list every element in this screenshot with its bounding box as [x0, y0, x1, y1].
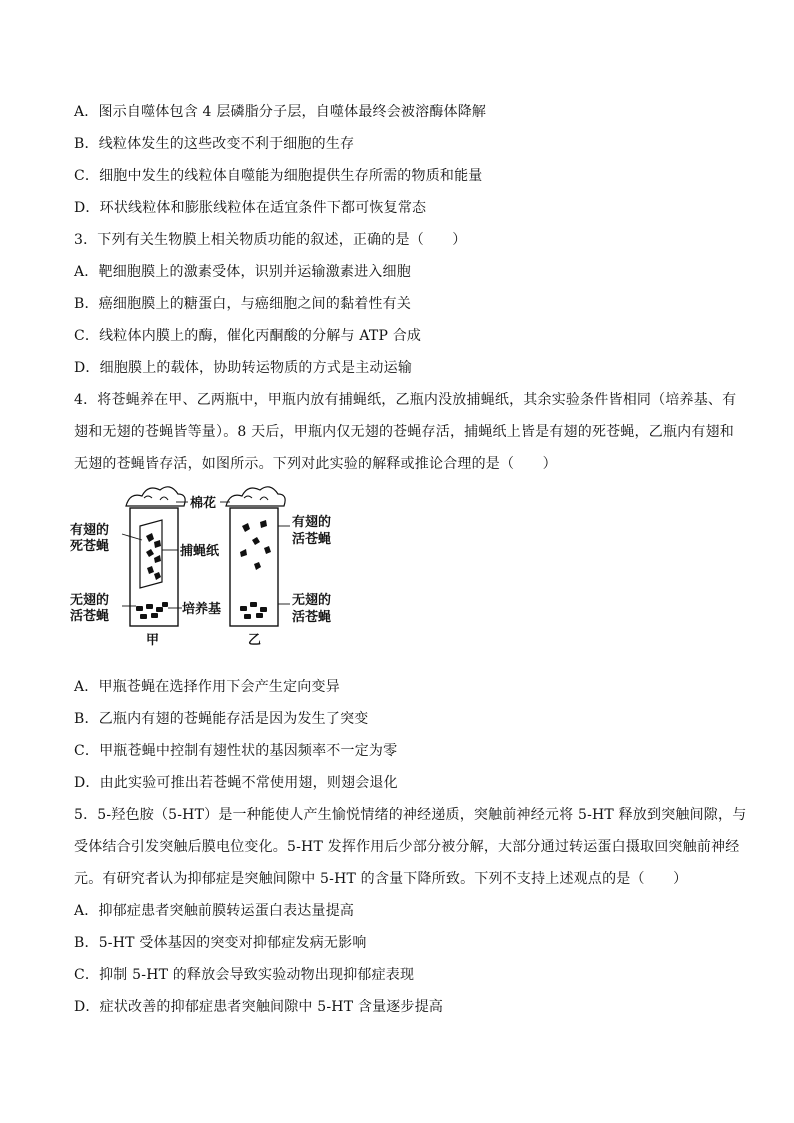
option-4b: B．乙瓶内有翅的苍蝇能存活是因为发生了突变	[74, 711, 369, 727]
option-5a: A．抑郁症患者突触前膜转运蛋白表达量提高	[74, 903, 355, 919]
label-alive-winged-2: 活苍蝇	[292, 532, 332, 547]
question-5-stem-line3: 元。有研究者认为抑郁症是突触间隙中 5-HT 的含量下降所致。下列不支持上述观点的是（ ）	[74, 871, 688, 887]
option-2d: D．环状线粒体和膨胀线粒体在适宜条件下都可恢复常态	[74, 200, 427, 216]
option-3b: B．癌细胞膜上的糖蛋白，与癌细胞之间的黏着性有关	[74, 296, 412, 312]
wingless-fly-icons-a	[136, 602, 168, 619]
label-wingless-right-1: 无翅的	[292, 593, 332, 608]
label-alive-winged-1: 有翅的	[292, 515, 332, 530]
option-3a: A．靶细胞膜上的激素受体，识别并运输激素进入细胞	[74, 264, 411, 280]
question-4-stem-line2: 翅和无翅的苍蝇皆等量）。8 天后，甲瓶内仅无翅的苍蝇存活，捕蝇纸上皆是有翅的死苍蝇，乙瓶内有翅和	[74, 424, 734, 440]
option-5d: D．症状改善的抑郁症患者突触间隙中 5-HT 含量逐步提高	[74, 999, 444, 1015]
label-dead-winged-1: 有翅的	[70, 523, 110, 538]
option-5c: C．抑制 5-HT 的释放会导致实验动物出现抑郁症表现	[74, 967, 415, 983]
question-5-stem-line2: 受体结合引发突触后膜电位变化。5-HT 发挥作用后少部分被分解，大部分通过转运蛋白摄取回突触前神经	[74, 839, 740, 855]
option-2a: A．图示自噬体包含 4 层磷脂分子层，自噬体最终会被溶酶体降解	[74, 104, 487, 120]
question-5-stem-line1: 5．5-羟色胺（5-HT）是一种能使人产生愉悦情绪的神经递质，突触前神经元将 5-HT 释放到突触间隙，与	[74, 807, 747, 823]
question-4-stem-line1: 4．将苍蝇养在甲、乙两瓶中，甲瓶内放有捕蝇纸，乙瓶内没放捕蝇纸，其余实验条件皆相同（培养基、有	[74, 392, 737, 408]
question-3-stem: 3．下列有关生物膜上相关物质功能的叙述，正确的是（ ）	[74, 232, 467, 248]
wingless-fly-icons-b	[240, 602, 267, 619]
label-jar-a: 甲	[146, 633, 160, 648]
label-dead-winged-2: 死苍蝇	[70, 539, 110, 554]
jar-a	[126, 487, 185, 626]
option-2b: B．线粒体发生的这些改变不利于细胞的生存	[74, 136, 355, 152]
label-medium: 培养基	[182, 602, 222, 617]
option-4d: D．由此实验可推出若苍蝇不常使用翅，则翅会退化	[74, 775, 398, 791]
label-wingless-left-1: 无翅的	[70, 593, 110, 608]
label-wingless-left-2: 活苍蝇	[70, 609, 110, 624]
option-4a: A．甲瓶苍蝇在选择作用下会产生定向变异	[74, 679, 340, 695]
cotton-plug-b-icon	[226, 487, 285, 506]
label-wingless-right-2: 活苍蝇	[292, 610, 332, 625]
option-3d: D．细胞膜上的载体，协助转运物质的方式是主动运输	[74, 360, 413, 376]
question-4-stem-line3: 无翅的苍蝇皆存活，如图所示。下列对此实验的解释或推论合理的是（ ）	[74, 456, 557, 472]
option-4c: C．甲瓶苍蝇中控制有翅性状的基因频率不一定为零	[74, 743, 398, 759]
label-flypaper: 捕蝇纸	[180, 544, 220, 559]
option-5b: B．5-HT 受体基因的突变对抑郁症发病无影响	[74, 935, 367, 951]
label-jar-b: 乙	[248, 633, 262, 648]
jar-b	[226, 487, 285, 626]
label-cotton: 棉花	[190, 496, 217, 511]
option-2c: C．细胞中发生的线粒体自噬能为细胞提供生存所需的物质和能量	[74, 168, 483, 184]
fly-jar-figure	[70, 486, 350, 656]
winged-fly-icons	[240, 520, 271, 570]
option-3c: C．线粒体内膜上的酶，催化丙酮酸的分解与 ATP 合成	[74, 328, 422, 344]
cotton-plug-a-icon	[126, 487, 185, 506]
